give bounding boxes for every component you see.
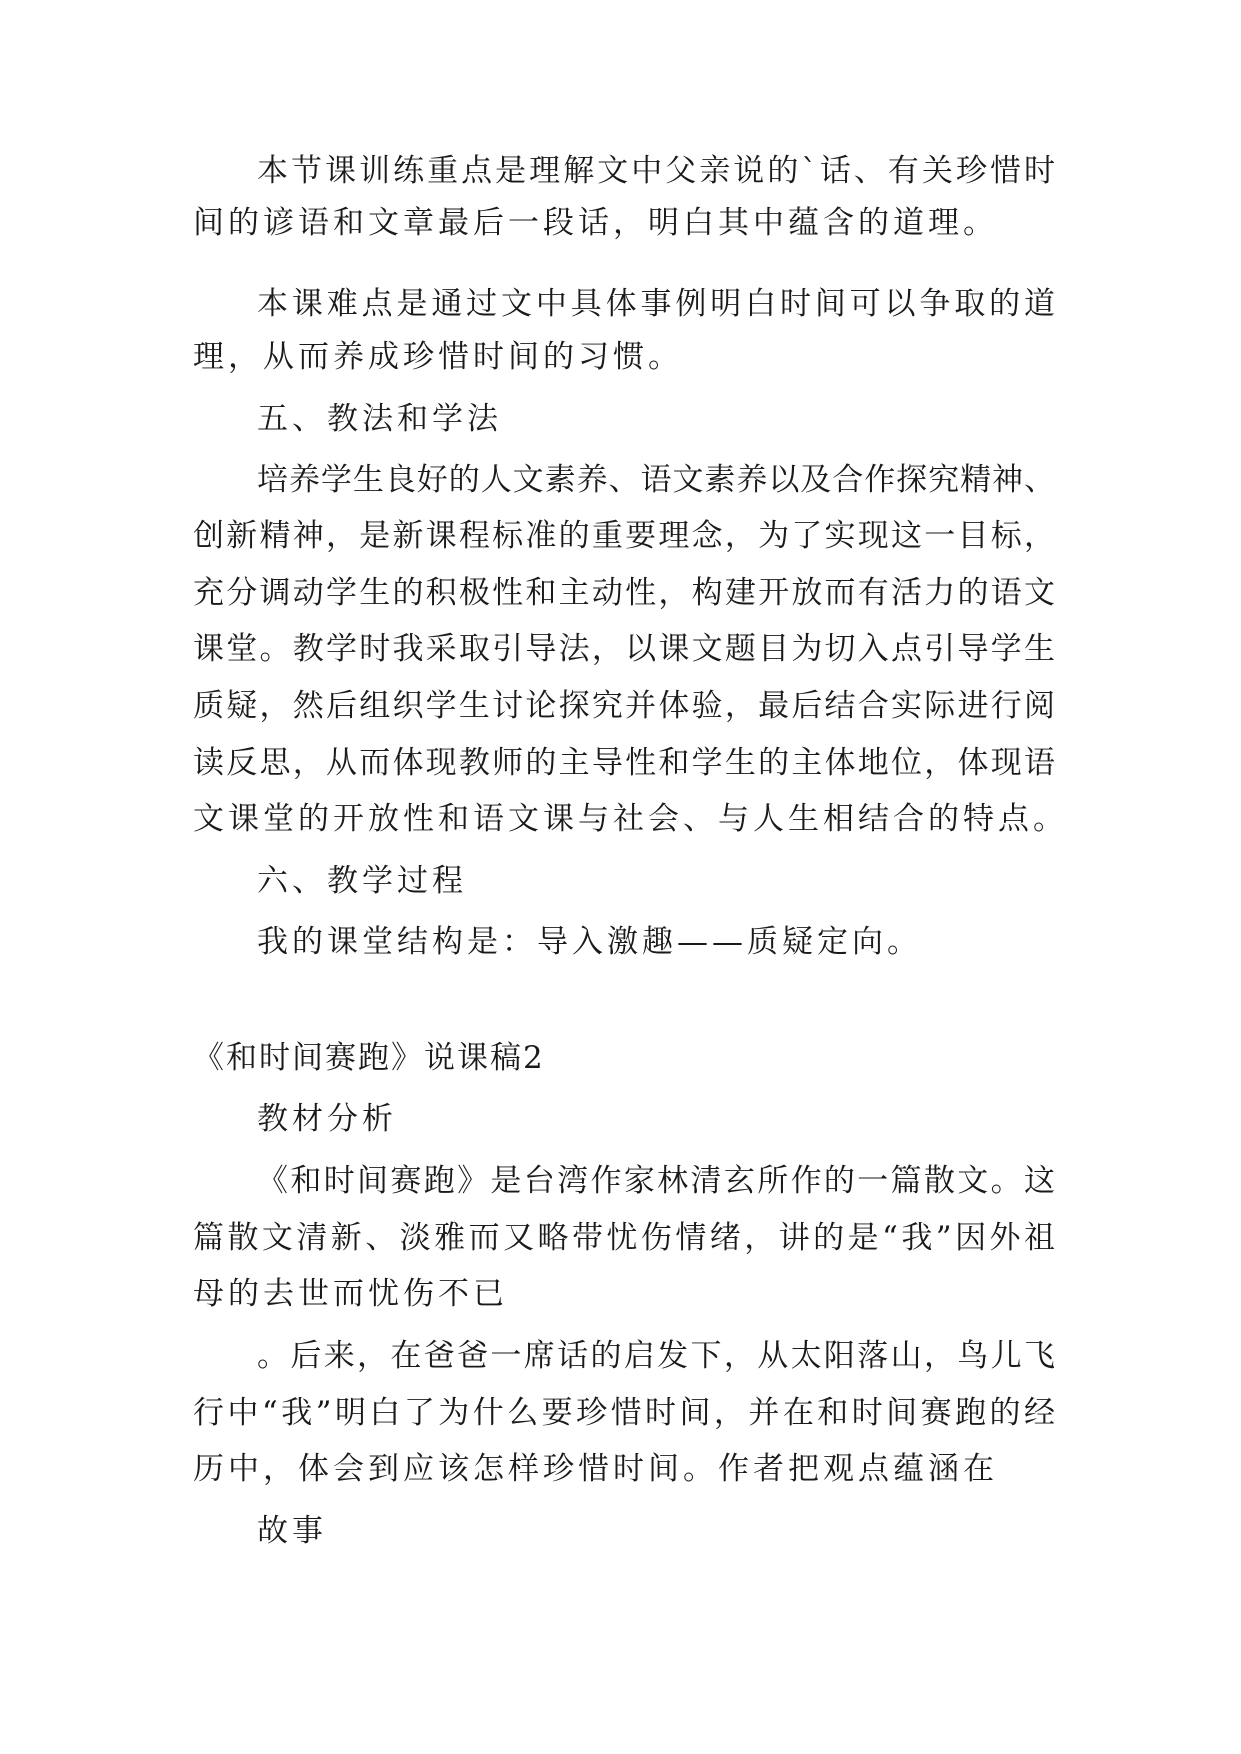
paragraph-line: 我的课堂结构是：导入激趣——质疑定向。 bbox=[257, 924, 922, 960]
paragraph-line: 本节课训练重点是理解文中父亲说的`话、有关珍惜时 bbox=[257, 153, 1055, 189]
paragraph-line: 创新精神，是新课程标准的重要理念，为了实现这一目标， bbox=[193, 518, 1055, 554]
paragraph-line: 。后来，在爸爸一席话的启发下，从太阳落山，鸟儿飞 bbox=[257, 1338, 1055, 1374]
paragraph-line: 理，从而养成珍惜时间的习惯。 bbox=[193, 339, 683, 375]
paragraph-line: 《和时间赛跑》是台湾作家林清玄所作的一篇散文。这 bbox=[257, 1163, 1055, 1199]
paragraph-line: 历中，体会到应该怎样珍惜时间。作者把观点蕴涵在 bbox=[193, 1451, 998, 1487]
section-heading: 教材分析 bbox=[257, 1101, 397, 1137]
paragraph-line: 篇散文清新、淡雅而又略带忧伤情绪，讲的是“我”因外祖 bbox=[193, 1220, 1055, 1256]
paragraph-line: 行中“我”明白了为什么要珍惜时间，并在和时间赛跑的经 bbox=[193, 1395, 1055, 1431]
paragraph-line: 充分调动学生的积极性和主动性，构建开放而有活力的语文 bbox=[193, 575, 1055, 611]
paragraph-line: 质疑，然后组织学生讨论探究并体验，最后结合实际进行阅 bbox=[193, 688, 1055, 724]
paragraph-line: 文课堂的开放性和语文课与社会、与人生相结合的特点。 bbox=[193, 801, 1068, 837]
paragraph-line: 故事 bbox=[257, 1513, 327, 1549]
paragraph-line: 课堂。教学时我采取引导法，以课文题目为切入点引导学生 bbox=[193, 631, 1055, 667]
paragraph-line: 培养学生良好的人文素养、语文素养以及合作探究精神、 bbox=[257, 462, 1055, 498]
article-title: 《和时间赛跑》说课稿2 bbox=[193, 1040, 545, 1076]
paragraph-line: 母的去世而忧伤不已 bbox=[193, 1276, 508, 1312]
section-heading: 五、教法和学法 bbox=[257, 401, 502, 437]
paragraph-line: 读反思，从而体现教师的主导性和学生的主体地位，体现语 bbox=[193, 745, 1055, 781]
paragraph-line: 本课难点是通过文中具体事例明白时间可以争取的道 bbox=[257, 286, 1055, 322]
paragraph-line: 间的谚语和文章最后一段话，明白其中蕴含的道理。 bbox=[193, 205, 998, 241]
section-heading: 六、教学过程 bbox=[257, 863, 467, 899]
